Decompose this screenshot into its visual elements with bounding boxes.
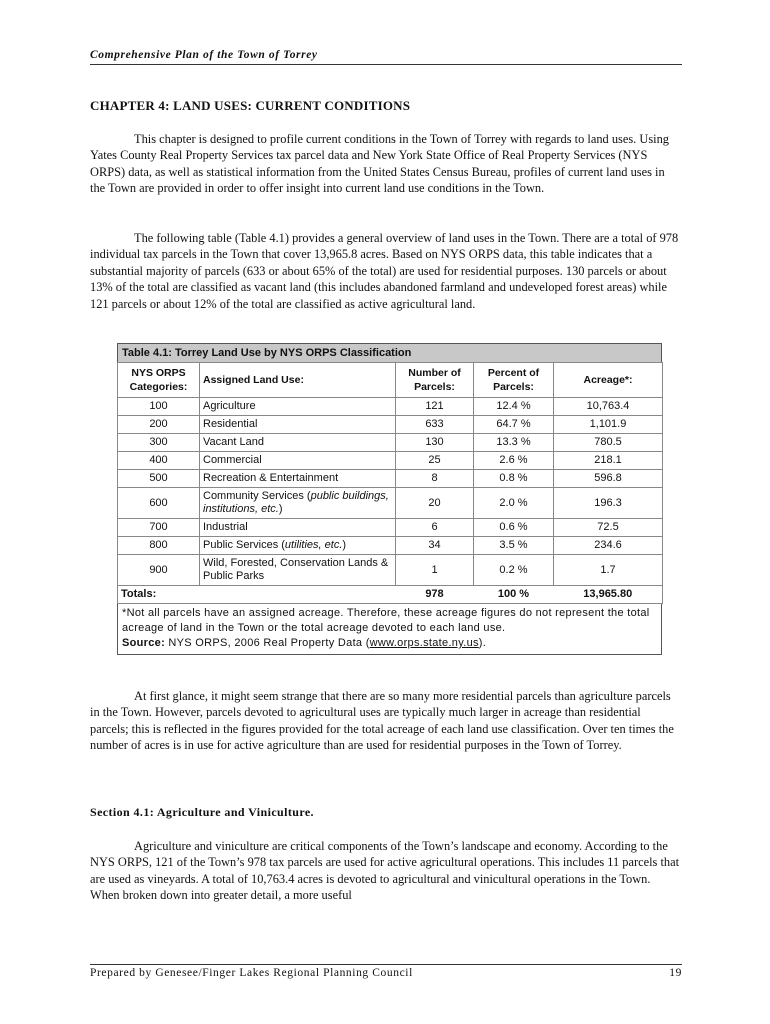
cell-acreage: 218.1 xyxy=(554,452,663,470)
running-header: Comprehensive Plan of the Town of Torrey xyxy=(90,49,682,65)
totals-parcels: 978 xyxy=(396,586,474,604)
cell-percent: 3.5 % xyxy=(474,537,554,555)
header-acreage: Acreage*: xyxy=(554,363,663,398)
table-header-row xyxy=(118,363,663,398)
cell-acreage: 196.3 xyxy=(554,488,663,519)
chapter-title: CHAPTER 4: LAND USES: CURRENT CONDITIONS xyxy=(90,98,411,113)
land-use-note: utilities, etc. xyxy=(284,539,343,551)
table-source: Source: NYS ORPS, 2006 Real Property Data (www.orps.state.ny.us). xyxy=(122,637,487,649)
cell-parcels: 1 xyxy=(396,555,474,586)
table-row xyxy=(118,470,663,488)
cell-code: 400 xyxy=(118,452,200,470)
overview-paragraph: The following table (Table 4.1) provides a general overview of land uses in the Town. There are a total of 978 individual tax parcels in the Town that cover 13,965.8 acres. Based on NYS ORPS data, this table indicates that a substantial majority of parcels (633 or about 65% of the total) are used for residential purposes. 130 parcels or about 13% of the total are classified as vacant land (this includes abandoned farmland and undeveloped forest areas) while 121 parcels or about 12% of the total are classified as active agricultural land. xyxy=(90,231,679,311)
cell-land-use: Industrial xyxy=(200,519,396,537)
cell-percent: 13.3 % xyxy=(474,434,554,452)
totals-spacer xyxy=(200,586,396,604)
agriculture-paragraph: Agriculture and viniculture are critical components of the Town’s landscape and economy. According to the NYS ORPS, 121 of the Town’s 978 tax parcels are used for active agricultural operations. This includes 11 parcels that are used as vineyards. A total of 10,763.4 acres is devoted to agricultural and vinicultural operations in the Town. When broken down into greater detail, a more useful xyxy=(90,839,680,903)
cell-percent: 2.6 % xyxy=(474,452,554,470)
source-link[interactable]: www.orps.state.ny.us xyxy=(369,637,479,649)
land-use-table-block xyxy=(117,343,662,655)
intro-paragraph: This chapter is designed to profile current conditions in the Town of Torrey with regards to land uses. Using Yates County Real Property Services tax parcel data and New York State Office of Real Property Services (NYS ORPS) data, as well as statistical information from the United States Census Bureau, profiles of current land uses in the Town are provided in order to offer insight into current land use conditions in the Town. xyxy=(90,132,669,196)
cell-land-use: Residential xyxy=(200,416,396,434)
table-row xyxy=(118,537,663,555)
totals-label: Totals: xyxy=(118,586,200,604)
cell-land-use: Wild, Forested, Conservation Lands & Public Parks xyxy=(200,555,396,586)
cell-acreage: 72.5 xyxy=(554,519,663,537)
cell-parcels: 121 xyxy=(396,398,474,416)
source-label: Source: xyxy=(122,637,166,649)
page-number: 19 xyxy=(669,967,682,979)
section-title: Section 4.1: Agriculture and Viniculture. xyxy=(90,805,314,819)
cell-percent: 0.8 % xyxy=(474,470,554,488)
cell-acreage: 1,101.9 xyxy=(554,416,663,434)
cell-parcels: 130 xyxy=(396,434,474,452)
table-row xyxy=(118,398,663,416)
cell-parcels: 34 xyxy=(396,537,474,555)
running-footer xyxy=(90,964,682,979)
cell-acreage: 234.6 xyxy=(554,537,663,555)
land-use-note: public buildings, institutions, etc. xyxy=(203,490,389,515)
cell-land-use: Community Services (public buildings, institutions, etc.) xyxy=(200,488,396,519)
table-row xyxy=(118,416,663,434)
table-row xyxy=(118,434,663,452)
cell-code: 200 xyxy=(118,416,200,434)
table-row xyxy=(118,452,663,470)
cell-land-use: Commercial xyxy=(200,452,396,470)
cell-percent: 0.6 % xyxy=(474,519,554,537)
cell-parcels: 6 xyxy=(396,519,474,537)
cell-code: 900 xyxy=(118,555,200,586)
table-row xyxy=(118,555,663,586)
cell-parcels: 8 xyxy=(396,470,474,488)
cell-code: 300 xyxy=(118,434,200,452)
cell-acreage: 780.5 xyxy=(554,434,663,452)
cell-parcels: 25 xyxy=(396,452,474,470)
cell-percent: 0.2 % xyxy=(474,555,554,586)
cell-code: 500 xyxy=(118,470,200,488)
header-percent: Percent of Parcels: xyxy=(474,363,554,398)
cell-land-use: Vacant Land xyxy=(200,434,396,452)
table-row xyxy=(118,519,663,537)
table-caption: Table 4.1: Torrey Land Use by NYS ORPS Classification xyxy=(117,343,662,362)
analysis-paragraph: At first glance, it might seem strange that there are so many more residential parcels than agriculture parcels in the Town. However, parcels devoted to agricultural uses are typically much larger in acreage than residential parcels; this is reflected in the figures provided for the total acreage of each land use classification. Over ten times the number of acres is in use for active agriculture than are used for residential purposes in the Town of Torrey. xyxy=(90,689,674,753)
cell-code: 700 xyxy=(118,519,200,537)
table-notes xyxy=(117,604,662,655)
cell-land-use: Public Services (utilities, etc.) xyxy=(200,537,396,555)
cell-land-use: Recreation & Entertainment xyxy=(200,470,396,488)
document-page xyxy=(90,0,682,1024)
header-parcels: Number of Parcels: xyxy=(396,363,474,398)
cell-percent: 2.0 % xyxy=(474,488,554,519)
footer-credit: Prepared by Genesee/Finger Lakes Regional Planning Council xyxy=(90,967,413,979)
cell-percent: 12.4 % xyxy=(474,398,554,416)
cell-land-use: Agriculture xyxy=(200,398,396,416)
cell-acreage: 1.7 xyxy=(554,555,663,586)
cell-acreage: 596.8 xyxy=(554,470,663,488)
source-text: NYS ORPS, 2006 Real Property Data ( xyxy=(165,637,370,649)
land-use-table xyxy=(117,362,663,604)
totals-row xyxy=(118,586,663,604)
cell-code: 800 xyxy=(118,537,200,555)
cell-parcels: 633 xyxy=(396,416,474,434)
cell-code: 600 xyxy=(118,488,200,519)
header-category: NYS ORPS Categories: xyxy=(118,363,200,398)
acreage-footnote: *Not all parcels have an assigned acreage. Therefore, these acreage figures do not represent the total acreage of land in the Town or the total acreage devoted to each land use. xyxy=(122,607,650,634)
cell-code: 100 xyxy=(118,398,200,416)
totals-acreage: 13,965.80 xyxy=(554,586,663,604)
table-row xyxy=(118,488,663,519)
cell-percent: 64.7 % xyxy=(474,416,554,434)
totals-percent: 100 % xyxy=(474,586,554,604)
cell-parcels: 20 xyxy=(396,488,474,519)
header-land-use: Assigned Land Use: xyxy=(200,363,396,398)
cell-acreage: 10,763.4 xyxy=(554,398,663,416)
